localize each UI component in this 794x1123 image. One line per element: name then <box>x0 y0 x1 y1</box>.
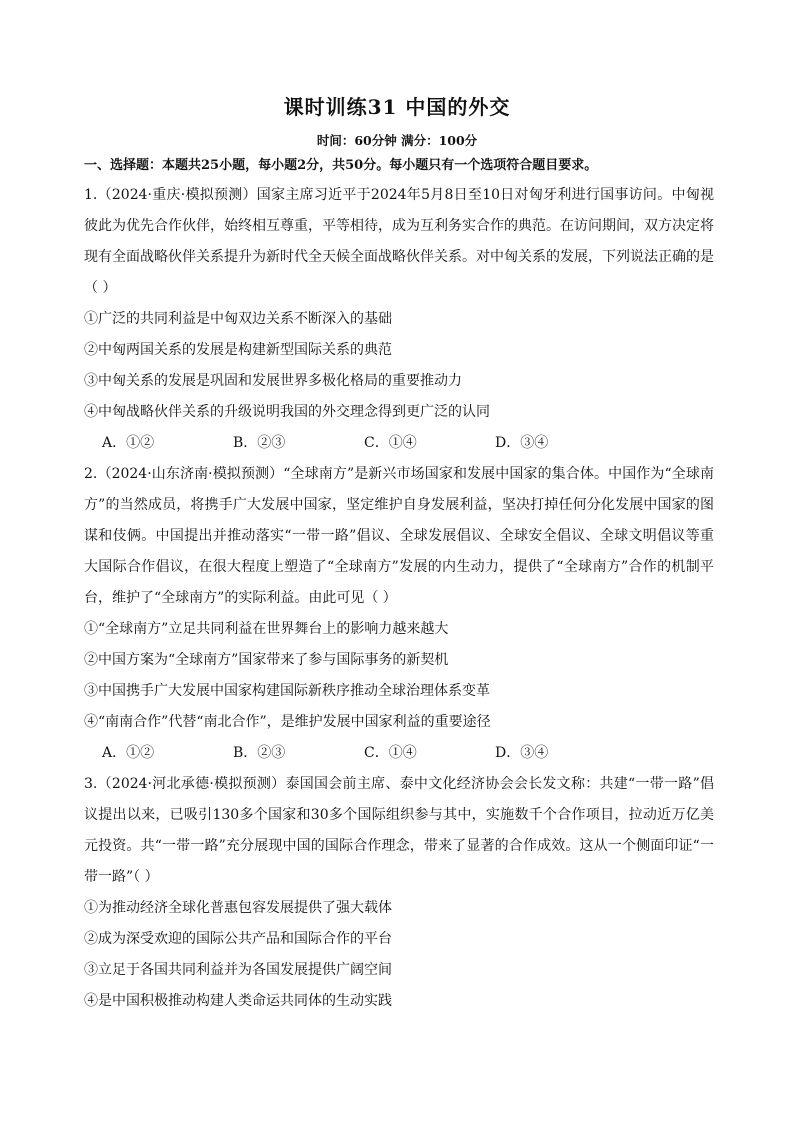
statement-1: ①广泛的共同利益是中匈双边关系不断深入的基础 <box>84 311 392 327</box>
question-stem: 1.（2024·重庆·模拟预测）国家主席习近平于2024年5月8日至10日对匈牙利进行国事访问。中匈视彼此为优先合作伙伴，始终相互尊重，平等相待，成为互利务实合作的典范。在访问期间，双方决定将现有全面战略伙伴关系提升为新时代全天候全面战略伙伴关系。对中匈关系的发展，下列说法正确的是（ ） <box>84 187 714 296</box>
choice-b[interactable]: B．②③ <box>233 745 286 761</box>
page-title: 课时训练31 中国的外交 <box>283 95 511 119</box>
choice-d[interactable]: D．③④ <box>495 745 549 761</box>
section-heading: 一、选择题：本题共25小题，每小题2分，共50分。每小题只有一个选项符合题目要求。 <box>84 158 598 173</box>
exam-time-score: 时间：60分钟 满分：100分 <box>316 133 478 148</box>
statement-1: ①为推动经济全球化普惠包容发展提供了强大载体 <box>84 900 392 916</box>
statement-3: ③中国携手广大发展中国家构建国际新秩序推动全球治理体系变革 <box>84 683 490 699</box>
question-list <box>84 180 714 1017</box>
choice-b[interactable]: B．②③ <box>233 435 286 451</box>
statement-2: ②中匈两国关系的发展是构建新型国际关系的典范 <box>84 342 392 358</box>
statement-1: ①“全球南方”立足共同利益在世界舞台上的影响力越来越大 <box>84 621 449 637</box>
answer-choices <box>84 428 714 459</box>
choice-a[interactable]: A．①② <box>102 745 155 761</box>
choice-c[interactable]: C．①④ <box>364 745 417 761</box>
statement-2: ②成为深受欢迎的国际公共产品和国际合作的平台 <box>84 931 392 947</box>
question-2 <box>84 459 714 769</box>
choice-a[interactable]: A．①② <box>102 435 155 451</box>
answer-choices <box>84 738 714 769</box>
question-stem: 2.（2024·山东济南·模拟预测）“全球南方”是新兴市场国家和发展中国家的集合体。中国作为“全球南方”的当然成员，将携手广大发展中国家，坚定维护自身发展利益，坚决打掉任何分化发展中国家的图谋和伎俩。中国提出并推动落实“一带一路”倡议、全球发展倡议、全球安全倡议、全球文明倡议等重大国际合作倡议，在很大程度上塑造了“全球南方”发展的内生动力，提供了“全球南方”合作的机制平台，维护了“全球南方”的实际利益。由此可见（ ） <box>84 466 714 606</box>
question-stem: 3.（2024·河北承德·模拟预测）泰国国会前主席、泰中文化经济协会会长发文称：共建“一带一路”倡议提出以来，已吸引130多个国家和30多个国际组织参与其中，实施数千个合作项目，拉动近万亿美元投资。共“一带一路”充分展现中国的国际合作理念，带来了显著的合作成效。这从一个侧面印证“一带一路”（ ） <box>84 776 714 885</box>
statement-2: ②中国方案为“全球南方”国家带来了参与国际事务的新契机 <box>84 652 449 668</box>
question-1 <box>84 180 714 459</box>
statement-4: ④“南南合作”代替“南北合作”，是维护发展中国家利益的重要途径 <box>84 714 491 730</box>
choice-d[interactable]: D．③④ <box>495 435 549 451</box>
statement-4: ④是中国积极推动构建人类命运共同体的生动实践 <box>84 993 392 1009</box>
statement-3: ③立足于各国共同利益并为各国发展提供广阔空间 <box>84 962 392 978</box>
choice-c[interactable]: C．①④ <box>364 435 417 451</box>
statement-4: ④中匈战略伙伴关系的升级说明我国的外交理念得到更广泛的认同 <box>84 404 490 420</box>
question-3 <box>84 769 714 1017</box>
statement-3: ③中匈关系的发展是巩固和发展世界多极化格局的重要推动力 <box>84 373 462 389</box>
